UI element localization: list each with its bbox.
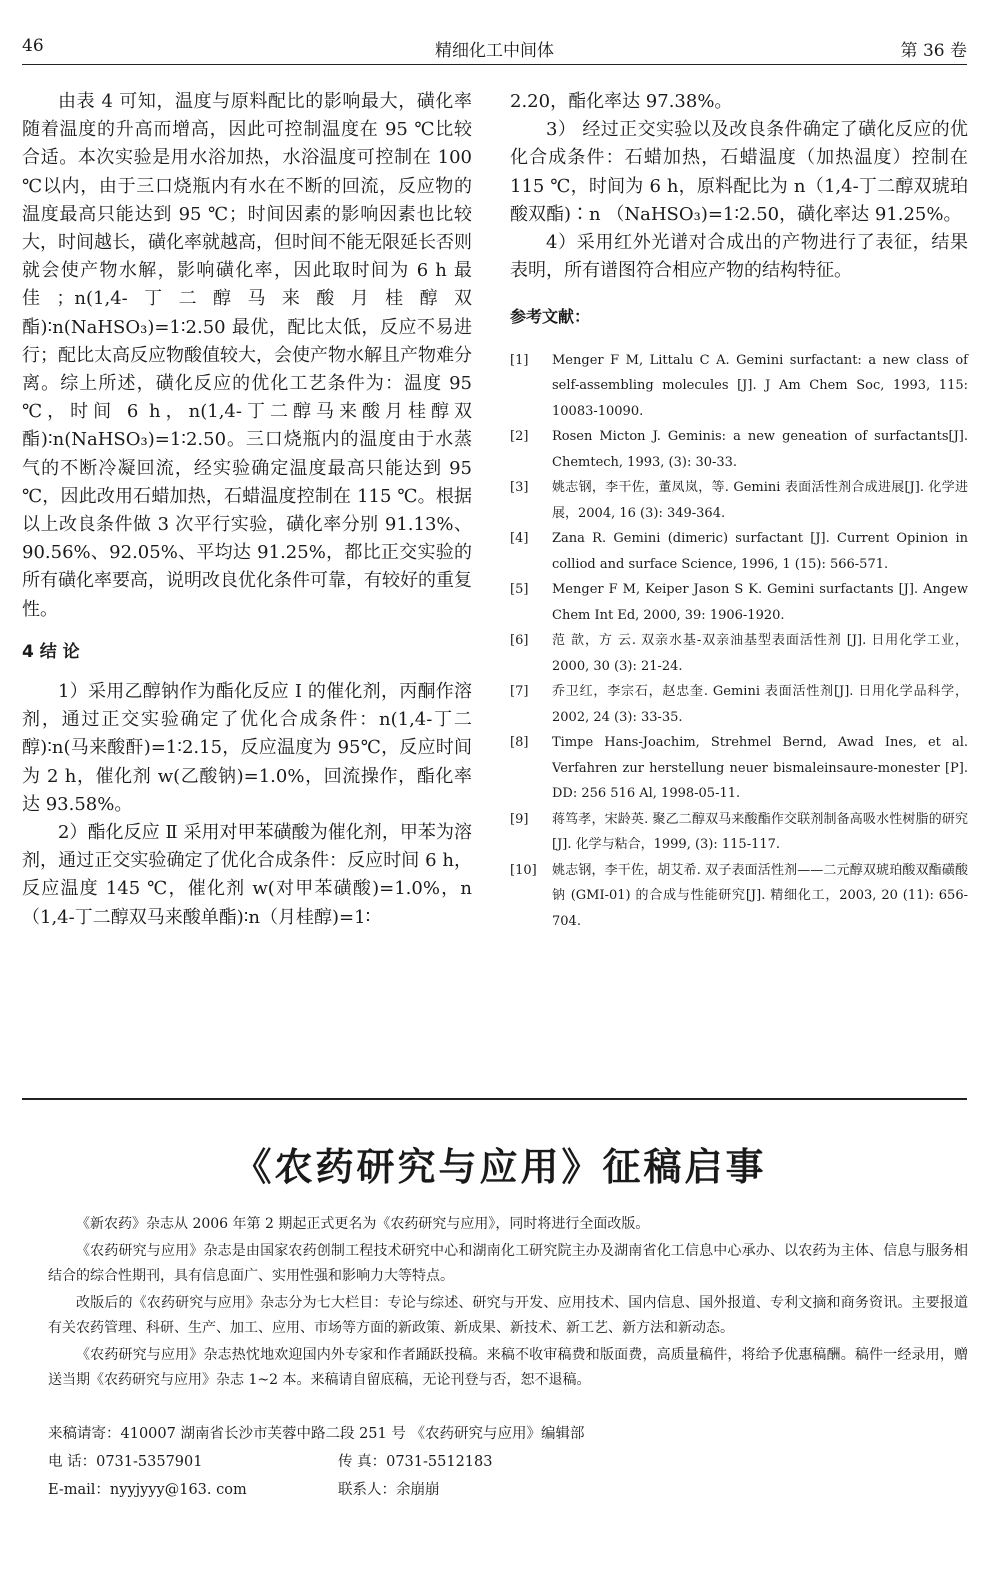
reference-text: 蒋笃孝，宋龄英. 聚乙二醇双马来酸酯作交联剂制备高吸水性树脂的研究[J]. 化学与粘合，1999, (3): 115-117. [552,811,968,853]
references-heading: 参考文献： [510,307,591,327]
reference-item [510,424,968,475]
notice-paragraph: 《新农药》杂志从 2006 年第 2 期起正式更名为《农药研究与应用》，同时将进行全面改版。 [76,1216,650,1232]
reference-number: [7] [510,684,529,700]
reference-text: Menger F M, Littalu C A. Gemini surfactant: a new class of self-assembling molecules [J]. J Am Chem Soc, 1993, 115: 10083-10090. [552,352,968,419]
notice-paragraph: 改版后的《农药研究与应用》杂志分为七大栏目：专论与综述、研究与开发、应用技术、国内信息、国外报道、专利文摘和商务资讯。主要报道有关农药管理、科研、生产、加工、应用、市场等方面的新政策、新成果、新技术、新工艺、新方法和新动态。 [48,1295,968,1336]
reference-number: [8] [510,735,529,751]
contact-fax: 传 真：0731-5512183 [338,1454,493,1470]
reference-text: 姚志钢，李干佐，胡艾希. 双子表面活性剂——二元醇双琥珀酸双酯磺酸钠 (GMI-01) 的合成与性能研究[J]. 精细化工，2003, 20 (11): 656-704. [552,862,968,929]
body-paragraph: 1）采用乙醇钠作为酯化反应 I 的催化剂，丙酮作溶剂，通过正交实验确定了优化合成条件：n(1,4-丁二醇)∶n(马来酸酐)=1∶2.15，反应温度为 95℃，反应时间为 2 h，催化剂 w(乙酸钠)=1.0%，回流操作，酯化率达 93.58%。 [22,681,472,815]
reference-item [510,807,968,858]
reference-item [510,679,968,730]
reference-number: [9] [510,811,529,827]
reference-item [510,858,968,935]
reference-list [510,348,968,935]
reference-item [510,475,968,526]
body-paragraph: 3） 经过正交实验以及改良条件确定了磺化反应的优化合成条件：石蜡加热，石蜡温度（加热温度）控制在 115 ℃，时间为 6 h，原料配比为 n（1,4-丁二醇双琥珀酸双酯)∶n （NaHSO₃)=1∶2.50，磺化率达 91.25%。 [510,119,968,225]
running-header [22,30,967,65]
reference-item [510,348,968,425]
reference-item [510,577,968,628]
contact-person: 联系人：余崩崩 [338,1482,440,1498]
reference-number: [2] [510,429,529,445]
reference-text: Menger F M, Keiper Jason S K. Gemini surfactants [J]. Angew Chem Int Ed, 2000, 39: 1906-1920. [552,582,968,623]
reference-number: [4] [510,531,529,547]
reference-number: [5] [510,582,529,598]
reference-item [510,730,968,807]
notice-title: 《农药研究与应用》征稿启事 [233,1144,767,1189]
reference-text: 乔卫红，李宗石，赵忠奎. Gemini 表面活性剂[J]. 日用化学品科学，2002, 24 (3): 33-35. [552,684,968,725]
body-paragraph: 4）采用红外光谱对合成出的产物进行了表征，结果表明，所有谱图符合相应产物的结构特征。 [510,232,968,282]
section-heading: 4 结 论 [22,641,80,662]
contact-info [48,1420,968,1504]
reference-item [510,628,968,679]
right-column [510,88,968,934]
reference-item [510,526,968,577]
body-paragraph: 2）酯化反应 Ⅱ 采用对甲苯磺酸为催化剂，甲苯为溶剂，通过正交实验确定了优化合成条件：反应时间 6 h，反应温度 145 ℃，催化剂 w(对甲苯磺酸)=1.0%，n（1,4-丁二醇双马来酸单酯)∶n（月桂醇)=1∶ [22,822,472,928]
reference-number: [6] [510,633,529,649]
volume-label: 第 36 卷 [900,41,967,61]
notice-paragraph: 《农药研究与应用》杂志热忱地欢迎国内外专家和作者踊跃投稿。来稿不收审稿费和版面费，高质量稿件，将给予优惠稿酬。稿件一经录用，赠送当期《农药研究与应用》杂志 1~2 本。来稿请自留底稿，无论刊登与否，恕不退稿。 [48,1347,968,1388]
reference-number: [10] [510,862,537,878]
reference-number: [3] [510,480,529,496]
contact-phone: 电 话：0731-5357901 [48,1454,203,1470]
reference-number: [1] [510,352,529,368]
section-divider [22,1098,967,1100]
contact-email: E-mail：nyyjyyy@163. com [48,1482,247,1498]
page-number: 46 [22,36,44,56]
reference-text: 范 歆，方 云. 双亲水基-双亲油基型表面活性剂 [J]. 日用化学工业，2000, 30 (3): 21-24. [552,633,968,674]
body-paragraph: 2.20，酯化率达 97.38%。 [510,91,733,112]
reference-text: Zana R. Gemini (dimeric) surfactant [J]. Current Opinion in colliod and surface Science, 1996, 1 (15): 566-571. [552,531,968,572]
journal-title: 精细化工中间体 [435,41,554,61]
reference-text: 姚志钢，李干佐，董凤岚，等. Gemini 表面活性剂合成进展[J]. 化学进展，2004, 16 (3): 349-364. [552,480,968,521]
left-column [22,88,472,932]
notice-paragraph: 《农药研究与应用》杂志是由国家农药创制工程技术研究中心和湖南化工研究院主办及湖南省化工信息中心承办、以农药为主体、信息与服务相结合的综合性期刊，具有信息面广、实用性强和影响力大等特点。 [48,1243,968,1284]
contact-address: 来稿请寄：410007 湖南省长沙市芙蓉中路二段 251 号 《农药研究与应用》编辑部 [48,1426,585,1442]
notice-body [48,1212,968,1395]
body-paragraph: 由表 4 可知，温度与原料配比的影响最大，磺化率随着温度的升高而增高，因此可控制温度在 95 ℃比较合适。本次实验是用水浴加热，水浴温度可控制在 100 ℃以内，由于三口烧瓶内有水在不断的回流，反应物的温度最高只能达到 95 ℃；时间因素的影响因素也比较大，时间越长，磺化率就越高，但时间不能无限延长否则就会使产物水解，影响磺化率，因此取时间为 6 h 最佳；n(1,4-丁二醇马来酸月桂醇双酯)∶n(NaHSO₃)=1∶2.50 最优，配比太低，反应不易进行；配比太高反应物酸值较大，会使产物水解且产物难分离。综上所述，磺化反应的优化工艺条件为：温度 95 ℃，时间 6 h，n(1,4-丁二醇马来酸月桂醇双酯)∶n(NaHSO₃)=1∶2.50。三口烧瓶内的温度由于水蒸气的不断冷凝回流，经实验确定温度最高只能达到 95 ℃，因此改用石蜡加热，石蜡温度控制在 115 ℃。根据以上改良条件做 3 次平行实验，磺化率分别 91.13%、90.56%、92.05%、平均达 91.25%，都比正交实验的所有磺化率要高，说明改良优化条件可靠，有较好的重复性。 [22,91,472,620]
reference-text: Rosen Micton J. Geminis: a new geneation of surfactants[J]. Chemtech, 1993, (3): 30-33. [552,429,968,470]
reference-text: Timpe Hans-Joachim, Strehmel Bernd, Awad Ines, et al. Verfahren zur herstellung neuer bismaleinsaure-monester [P]. DD: 256 516 Al, 1998-05-11. [552,735,968,802]
